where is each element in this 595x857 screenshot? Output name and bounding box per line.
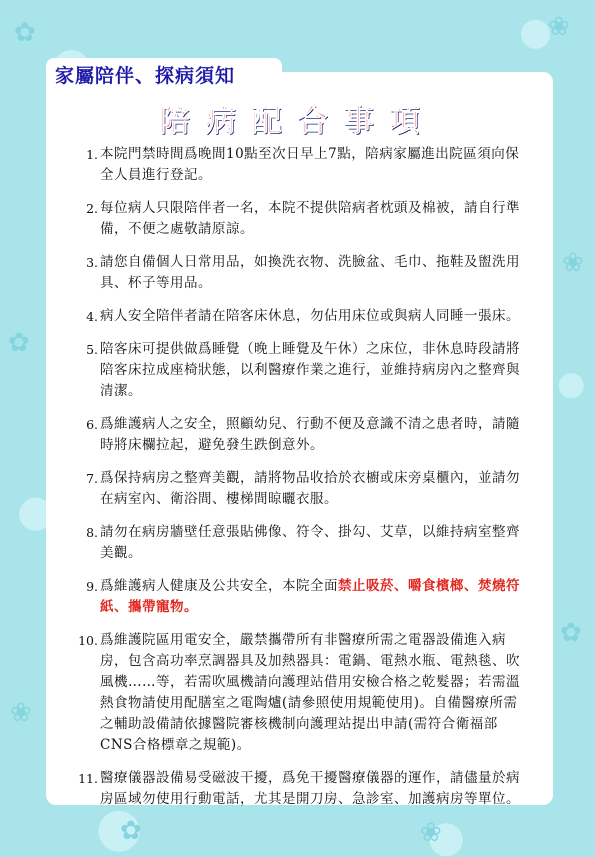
item-number: 7. bbox=[86, 471, 98, 486]
page-title: 陪病配合事項 bbox=[159, 104, 436, 139]
list-item bbox=[70, 144, 520, 186]
page-section-title: 家屬陪伴、探病須知 bbox=[55, 65, 236, 87]
item-text-highlight: 禁止吸菸、嚼食檳榔、焚燒符紙、攜帶寵物 bbox=[100, 578, 520, 615]
flower-icon: ✿ bbox=[120, 816, 142, 846]
item-number: 8. bbox=[86, 525, 98, 540]
flower-icon: ✿ bbox=[8, 328, 30, 358]
item-number: 1. bbox=[86, 147, 98, 162]
item-number: 5. bbox=[86, 342, 98, 357]
list-item bbox=[70, 468, 520, 510]
item-text: 爲保持病房之整齊美觀，請將物品收拾於衣櫥或床旁桌櫃內，並請勿在病室內、衛浴間、樓梯間晾曬衣服。 bbox=[100, 470, 520, 507]
flower-icon: ❀ bbox=[420, 818, 442, 848]
item-text: 病人安全陪伴者請在陪客床休息，勿佔用床位或與病人同睡一張床。 bbox=[100, 308, 520, 324]
list-item bbox=[70, 306, 520, 327]
rules-list bbox=[70, 144, 520, 822]
list-item bbox=[70, 576, 520, 618]
item-number: 3. bbox=[86, 255, 98, 270]
item-text: 每位病人只限陪伴者一名，本院不提供陪病者枕頭及棉被，請自行準備，不便之處敬請原諒。 bbox=[100, 200, 520, 237]
flower-icon: ✿ bbox=[560, 618, 582, 648]
list-item bbox=[70, 768, 520, 810]
item-number: 11. bbox=[78, 771, 98, 786]
item-text: 本院門禁時間爲晚間10點至次日早上7點，陪病家屬進出院區須向保全人員進行登記。 bbox=[100, 146, 520, 183]
flower-icon: ❀ bbox=[548, 12, 570, 42]
item-text: 爲維護院區用電安全，嚴禁攜帶所有非醫療所需之電器設備進入病房，包含高功率烹調器具及加熱器具：電鍋、電熱水瓶、電熱毯、吹風機……等，若需吹風機請向護理站借用安檢合格之乾髮器；若需溫熱食物請使用配膳室之電陶爐(請參照使用規範使用)。自備醫療所需之輔助設備請依據醫院審核機制向護理站提出申請(需符合衛福部CNS合格標章之規範)。 bbox=[100, 632, 520, 753]
item-number: 2. bbox=[86, 201, 98, 216]
item-text: 請勿在病房牆壁任意張貼佛像、符令、掛勾、艾草，以維持病室整齊美觀。 bbox=[100, 524, 520, 561]
list-item bbox=[70, 339, 520, 402]
item-number: 10. bbox=[78, 633, 98, 648]
list-item bbox=[70, 414, 520, 456]
list-item bbox=[70, 252, 520, 294]
flower-icon: ❀ bbox=[562, 248, 584, 278]
item-number: 6. bbox=[86, 417, 98, 432]
item-text: 請您自備個人日常用品，如換洗衣物、洗臉盆、毛巾、拖鞋及盥洗用具、杯子等用品。 bbox=[100, 254, 520, 291]
item-text: 醫療儀器設備易受磁波干擾，爲免干擾醫療儀器的運作，請儘量於病房區域勿使用行動電話，尤其是開刀房、急診室、加護病房等單位。 bbox=[100, 770, 520, 807]
list-item bbox=[70, 630, 520, 756]
item-text: 爲維護病人之安全，照顧幼兒、行動不便及意識不清之患者時，請隨時將床欄拉起，避免發生跌倒意外。 bbox=[100, 416, 520, 453]
item-text: 陪客床可提供做爲睡覺（晚上睡覺及午休）之床位，非休息時段請將陪客床拉成座椅狀態，以利醫療作業之進行，並維持病房內之整齊與清潔。 bbox=[100, 341, 520, 399]
list-item bbox=[70, 198, 520, 240]
item-text bbox=[100, 576, 520, 618]
flower-icon: ❀ bbox=[10, 698, 32, 728]
list-item bbox=[70, 522, 520, 564]
item-number: 9. bbox=[86, 579, 98, 594]
item-number: 4. bbox=[86, 309, 98, 324]
item-text-pre: 爲維護病人健康及公共安全，本院全面 bbox=[100, 578, 338, 594]
item-text-post: 。 bbox=[184, 599, 198, 615]
flower-icon: ✿ bbox=[14, 18, 36, 48]
